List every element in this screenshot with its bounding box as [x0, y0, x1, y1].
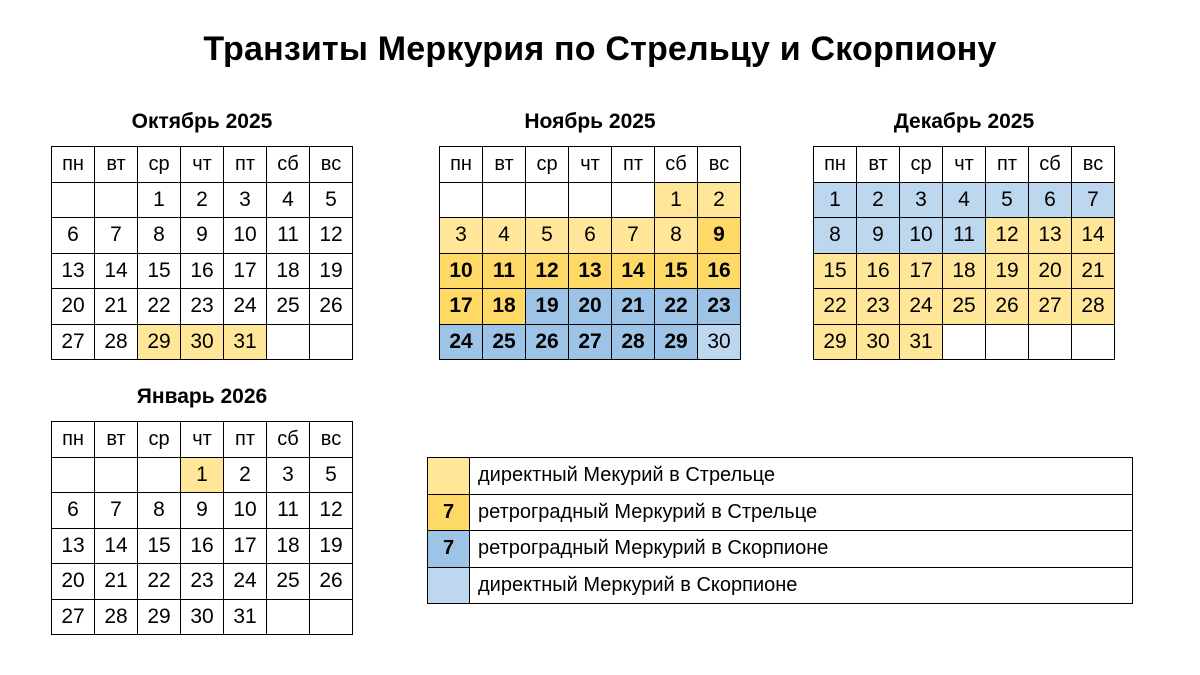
day-cell: 12	[986, 218, 1029, 254]
day-cell: 6	[1029, 182, 1072, 218]
day-cell: 4	[483, 218, 526, 254]
month-title: Ноябрь 2025	[524, 110, 656, 133]
legend-swatch	[428, 458, 470, 495]
day-cell: 11	[267, 218, 310, 254]
day-cell: 16	[181, 528, 224, 564]
day-cell: 15	[655, 253, 698, 289]
weekday-label: чт	[943, 147, 986, 183]
day-cell: 21	[612, 289, 655, 325]
day-cell: 5	[986, 182, 1029, 218]
week-row	[52, 528, 353, 564]
weekday-label: пт	[612, 147, 655, 183]
day-cell: 9	[181, 493, 224, 529]
day-cell: 27	[52, 599, 95, 635]
calendar-grid	[51, 146, 353, 360]
day-cell: 30	[181, 324, 224, 360]
week-row	[814, 289, 1115, 325]
day-cell: 14	[612, 253, 655, 289]
day-cell: 10	[224, 493, 267, 529]
weekday-label: сб	[267, 147, 310, 183]
day-cell: 26	[310, 289, 353, 325]
day-cell: 25	[267, 564, 310, 600]
calendar-grid	[813, 146, 1115, 360]
weekday-label: пт	[224, 147, 267, 183]
day-cell: 29	[655, 324, 698, 360]
day-cell: 31	[224, 324, 267, 360]
weekday-label: сб	[1029, 147, 1072, 183]
day-cell: 25	[943, 289, 986, 325]
day-cell: 24	[224, 289, 267, 325]
day-cell: 15	[138, 528, 181, 564]
empty-day-cell	[1072, 324, 1115, 360]
day-cell: 16	[181, 253, 224, 289]
day-cell: 14	[1072, 218, 1115, 254]
month-title: Октябрь 2025	[131, 110, 273, 133]
day-cell: 29	[138, 324, 181, 360]
day-cell: 15	[138, 253, 181, 289]
day-cell: 20	[569, 289, 612, 325]
weekday-header-row	[52, 147, 353, 183]
week-row	[52, 253, 353, 289]
day-cell: 27	[52, 324, 95, 360]
day-cell: 1	[181, 457, 224, 493]
day-cell: 28	[95, 599, 138, 635]
legend-swatch: 7	[428, 494, 470, 531]
weekday-label: пн	[440, 147, 483, 183]
empty-day-cell	[483, 182, 526, 218]
day-cell: 23	[698, 289, 741, 325]
day-cell: 15	[814, 253, 857, 289]
day-cell: 30	[857, 324, 900, 360]
week-row	[814, 218, 1115, 254]
weekday-label: сб	[267, 422, 310, 458]
day-cell: 22	[655, 289, 698, 325]
day-cell: 17	[440, 289, 483, 325]
day-cell: 24	[440, 324, 483, 360]
empty-day-cell	[95, 457, 138, 493]
day-cell: 6	[52, 218, 95, 254]
day-cell: 28	[95, 324, 138, 360]
day-cell: 3	[900, 182, 943, 218]
month-title: Январь 2026	[136, 385, 268, 408]
day-cell: 7	[95, 493, 138, 529]
day-cell: 21	[95, 289, 138, 325]
empty-day-cell	[526, 182, 569, 218]
day-cell: 14	[95, 528, 138, 564]
empty-day-cell	[310, 324, 353, 360]
week-row	[52, 493, 353, 529]
day-cell: 7	[612, 218, 655, 254]
weekday-label: пн	[52, 147, 95, 183]
day-cell: 29	[138, 599, 181, 635]
day-cell: 28	[1072, 289, 1115, 325]
day-cell: 2	[224, 457, 267, 493]
day-cell: 17	[224, 528, 267, 564]
weekday-label: пт	[224, 422, 267, 458]
weekday-label: вт	[95, 147, 138, 183]
day-cell: 1	[655, 182, 698, 218]
calendar-october-2025	[51, 108, 353, 360]
day-cell: 16	[857, 253, 900, 289]
day-cell: 5	[310, 182, 353, 218]
legend-row	[428, 494, 1133, 531]
day-cell: 8	[814, 218, 857, 254]
day-cell: 9	[698, 218, 741, 254]
day-cell: 13	[569, 253, 612, 289]
weekday-label: вт	[95, 422, 138, 458]
day-cell: 22	[138, 564, 181, 600]
week-row	[814, 182, 1115, 218]
week-row	[440, 182, 741, 218]
empty-day-cell	[569, 182, 612, 218]
day-cell: 18	[267, 253, 310, 289]
weekday-label: ср	[526, 147, 569, 183]
legend-row	[428, 531, 1133, 568]
day-cell: 3	[224, 182, 267, 218]
day-cell: 31	[224, 599, 267, 635]
week-row	[440, 289, 741, 325]
day-cell: 4	[267, 182, 310, 218]
day-cell: 1	[138, 182, 181, 218]
weekday-label: ср	[138, 147, 181, 183]
day-cell: 10	[224, 218, 267, 254]
day-cell: 11	[943, 218, 986, 254]
day-cell: 11	[267, 493, 310, 529]
empty-day-cell	[267, 599, 310, 635]
day-cell: 1	[814, 182, 857, 218]
legend-swatch: 7	[428, 531, 470, 568]
calendar-grid	[439, 146, 741, 360]
month-title: Декабрь 2025	[893, 110, 1035, 133]
legend-swatch	[428, 567, 470, 604]
day-cell: 18	[943, 253, 986, 289]
day-cell: 17	[900, 253, 943, 289]
legend	[427, 457, 1133, 604]
day-cell: 27	[1029, 289, 1072, 325]
weekday-label: вс	[310, 147, 353, 183]
day-cell: 5	[310, 457, 353, 493]
day-cell: 9	[857, 218, 900, 254]
day-cell: 19	[310, 253, 353, 289]
day-cell: 12	[310, 493, 353, 529]
empty-day-cell	[138, 457, 181, 493]
weekday-label: вс	[1072, 147, 1115, 183]
day-cell: 20	[52, 289, 95, 325]
day-cell: 27	[569, 324, 612, 360]
day-cell: 10	[440, 253, 483, 289]
weekday-label: вс	[698, 147, 741, 183]
empty-day-cell	[310, 599, 353, 635]
day-cell: 18	[483, 289, 526, 325]
week-row	[52, 599, 353, 635]
empty-day-cell	[95, 182, 138, 218]
day-cell: 7	[1072, 182, 1115, 218]
empty-day-cell	[943, 324, 986, 360]
day-cell: 2	[181, 182, 224, 218]
week-row	[440, 253, 741, 289]
weekday-label: пн	[52, 422, 95, 458]
day-cell: 22	[138, 289, 181, 325]
day-cell: 31	[900, 324, 943, 360]
day-cell: 18	[267, 528, 310, 564]
week-row	[52, 289, 353, 325]
day-cell: 19	[310, 528, 353, 564]
day-cell: 12	[310, 218, 353, 254]
weekday-label: вс	[310, 422, 353, 458]
day-cell: 23	[857, 289, 900, 325]
week-row	[52, 564, 353, 600]
day-cell: 25	[267, 289, 310, 325]
weekday-label: пт	[986, 147, 1029, 183]
empty-day-cell	[52, 457, 95, 493]
week-row	[52, 457, 353, 493]
day-cell: 7	[95, 218, 138, 254]
day-cell: 29	[814, 324, 857, 360]
day-cell: 28	[612, 324, 655, 360]
empty-day-cell	[1029, 324, 1072, 360]
calendar-december-2025	[813, 108, 1115, 360]
day-cell: 2	[857, 182, 900, 218]
day-cell: 3	[267, 457, 310, 493]
calendar-grid	[51, 421, 353, 635]
week-row	[814, 253, 1115, 289]
day-cell: 24	[900, 289, 943, 325]
day-cell: 12	[526, 253, 569, 289]
day-cell: 9	[181, 218, 224, 254]
day-cell: 8	[138, 218, 181, 254]
day-cell: 6	[569, 218, 612, 254]
day-cell: 8	[655, 218, 698, 254]
calendar-november-2025	[439, 108, 741, 360]
day-cell: 11	[483, 253, 526, 289]
day-cell: 23	[181, 289, 224, 325]
day-cell: 25	[483, 324, 526, 360]
day-cell: 2	[698, 182, 741, 218]
week-row	[52, 218, 353, 254]
day-cell: 4	[943, 182, 986, 218]
day-cell: 21	[95, 564, 138, 600]
day-cell: 10	[900, 218, 943, 254]
day-cell: 26	[310, 564, 353, 600]
empty-day-cell	[986, 324, 1029, 360]
day-cell: 17	[224, 253, 267, 289]
empty-day-cell	[267, 324, 310, 360]
legend-row	[428, 458, 1133, 495]
week-row	[814, 324, 1115, 360]
day-cell: 6	[52, 493, 95, 529]
weekday-label: пн	[814, 147, 857, 183]
empty-day-cell	[52, 182, 95, 218]
week-row	[52, 324, 353, 360]
legend-label: директный Мекурий в Стрельце	[470, 458, 1133, 495]
day-cell: 26	[986, 289, 1029, 325]
weekday-label: ср	[900, 147, 943, 183]
day-cell: 13	[52, 528, 95, 564]
calendar-january-2026	[51, 383, 353, 635]
day-cell: 8	[138, 493, 181, 529]
day-cell: 22	[814, 289, 857, 325]
day-cell: 16	[698, 253, 741, 289]
page-title: Транзиты Меркурия по Стрельцу и Скорпиону	[203, 30, 997, 68]
week-row	[52, 182, 353, 218]
day-cell: 30	[698, 324, 741, 360]
legend-label: директный Меркурий в Скорпионе	[470, 567, 1133, 604]
weekday-label: ср	[138, 422, 181, 458]
day-cell: 20	[52, 564, 95, 600]
day-cell: 13	[1029, 218, 1072, 254]
day-cell: 20	[1029, 253, 1072, 289]
empty-day-cell	[612, 182, 655, 218]
day-cell: 14	[95, 253, 138, 289]
weekday-label: вт	[483, 147, 526, 183]
day-cell: 3	[440, 218, 483, 254]
day-cell: 21	[1072, 253, 1115, 289]
legend-label: ретроградный Меркурий в Скорпионе	[470, 531, 1133, 568]
weekday-label: чт	[181, 147, 224, 183]
weekday-header-row	[52, 422, 353, 458]
weekday-label: вт	[857, 147, 900, 183]
day-cell: 5	[526, 218, 569, 254]
empty-day-cell	[440, 182, 483, 218]
day-cell: 26	[526, 324, 569, 360]
day-cell: 24	[224, 564, 267, 600]
weekday-header-row	[440, 147, 741, 183]
weekday-header-row	[814, 147, 1115, 183]
week-row	[440, 324, 741, 360]
day-cell: 23	[181, 564, 224, 600]
week-row	[440, 218, 741, 254]
weekday-label: чт	[569, 147, 612, 183]
day-cell: 19	[526, 289, 569, 325]
legend-row	[428, 567, 1133, 604]
day-cell: 30	[181, 599, 224, 635]
day-cell: 19	[986, 253, 1029, 289]
day-cell: 13	[52, 253, 95, 289]
weekday-label: сб	[655, 147, 698, 183]
legend-label: ретроградный Меркурий в Стрельце	[470, 494, 1133, 531]
weekday-label: чт	[181, 422, 224, 458]
